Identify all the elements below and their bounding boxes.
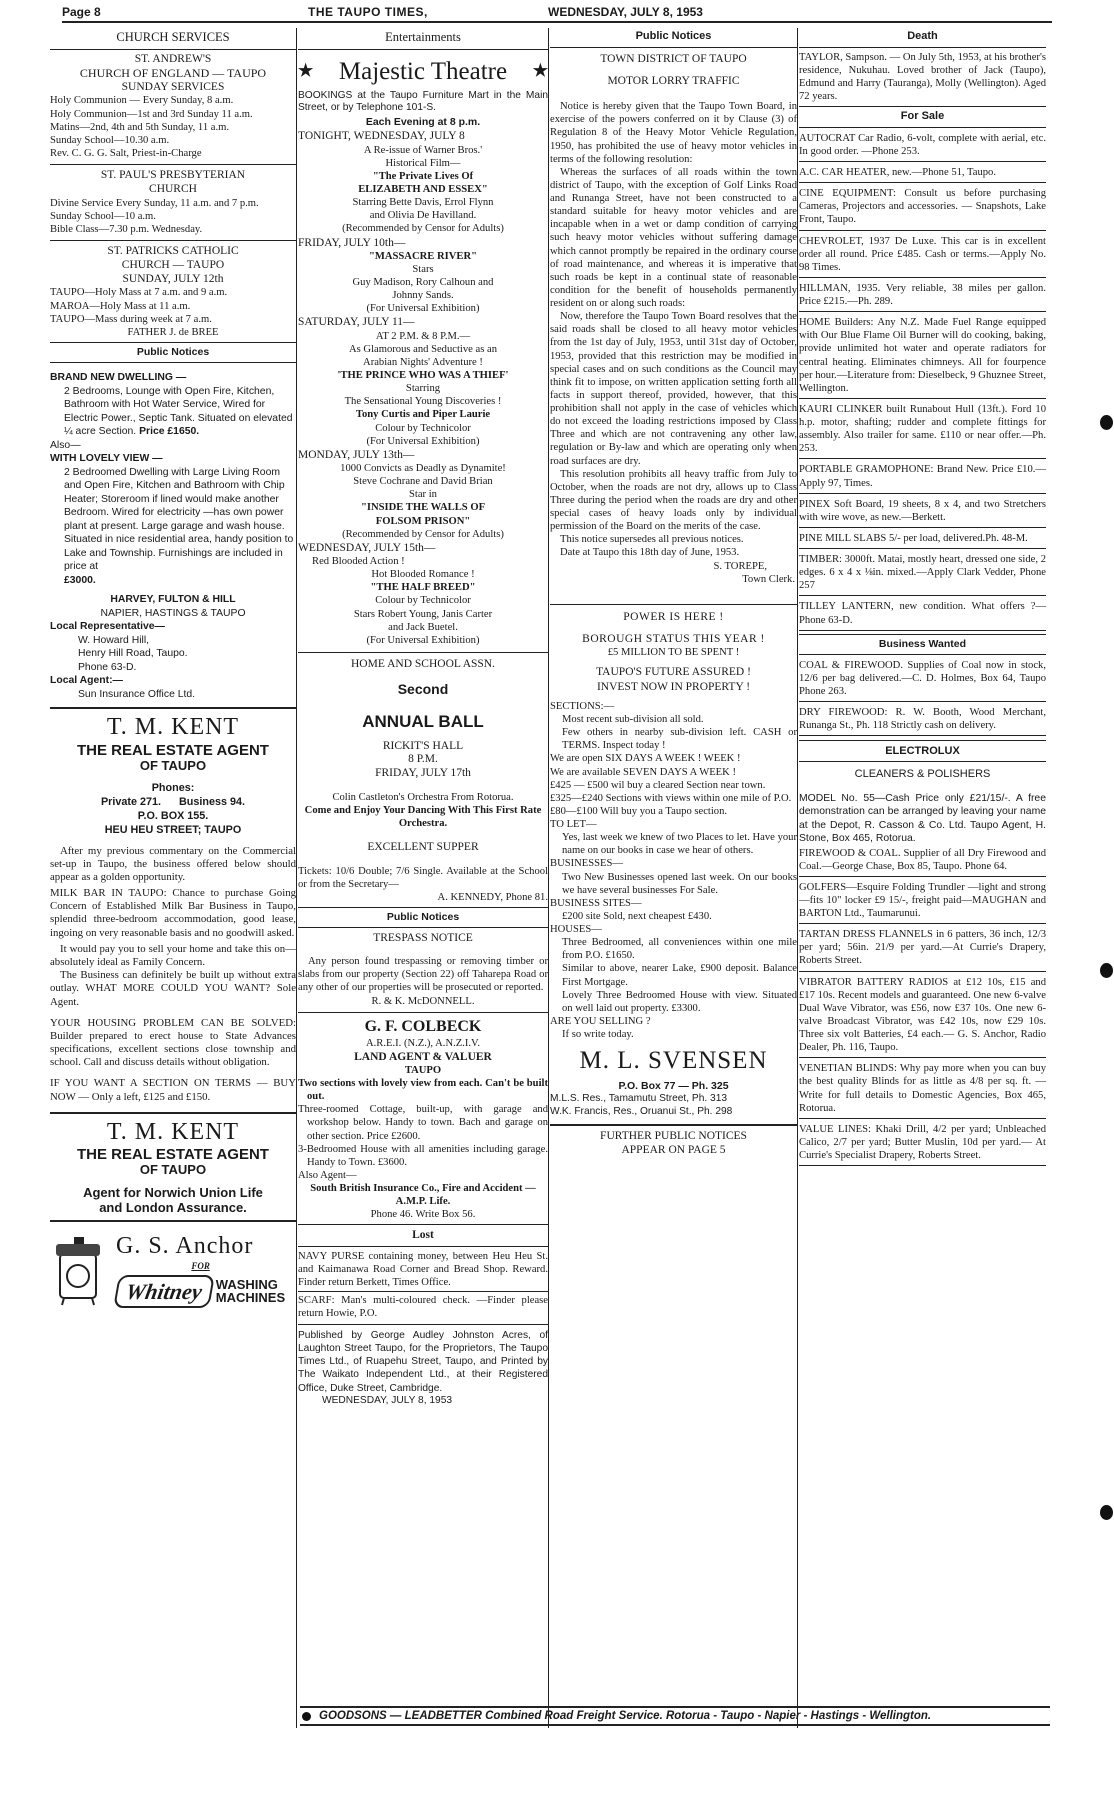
anchor-advert [50,1232,296,1308]
classified-ad: DRY FIREWOOD: R. W. Booth, Wood Merchant, Runanga St., Ph. 118 Strictly cash on delivery. [799,705,1046,736]
classified-ad: CINE EQUIPMENT: Consult us before purchasing Cameras, Projectors and accessories. — Snapshots, Lake Front, Taupo. [799,186,1046,230]
service-times [50,197,296,236]
advertiser-name: T. M. KENT [106,1118,240,1145]
classified-ad: PINE MILL SLABS 5/- per load, delivered.Ph. 48-M. [799,531,1046,549]
program-line: 'THE PRINCE WHO WAS A THIEF' [337,370,509,382]
program-line: A Re-issue of Warner Bros.' [363,144,483,156]
property-ad [50,371,296,701]
listing-line: ARE YOU SELLING ? [550,1015,651,1027]
dealer-name: G. S. Anchor [116,1232,254,1259]
program-line: Star in [409,489,437,501]
program-line: (Recommended by Censor for Adults) [342,223,504,235]
product-offer: MODEL No. 55—Cash Price only £21/15/-. A free demonstration can be arranged by leaving your name at the Depot, R. Casson & Co. Ltd. Taupo Agent, H. Stone, Box 465, Rotorua. [799,792,1046,845]
tagline-line: OF TAUPO [139,757,207,773]
ad-title: BRAND NEW DWELLING — [50,371,187,383]
program-line: Colour by Technicolor [375,595,471,607]
classified-ad: PINEX Soft Board, 19 sheets, 8 x 4, and two Stretchers with wire wove, as new.—Berkett. [799,497,1046,528]
program-line: Johnny Sands. [392,290,454,302]
promo-line: INVEST NOW IN PROPERTY ! [596,680,751,693]
section-heading: Public Notices [50,342,296,363]
priest-name: FATHER J. de BREE [127,326,219,338]
po-box: P.O. BOX 155. [137,809,209,822]
program-line: 1000 Convicts as Deadly as Dynamite! [340,463,506,475]
program-line: (Recommended by Censor for Adults) [342,528,504,540]
advertiser-town: TAUPO [404,1064,442,1076]
program-line: Colour by Technicolor [375,422,471,434]
contact-line: Phone 46. Write Box 56. [370,1209,476,1221]
program-line: Red Blooded Action ! [312,556,405,568]
church-title-line: CHURCH [149,182,197,195]
listing-line: Yes, last week we knew of two Places to let. Have your name on our books in case we hear of others. [562,832,797,857]
event-title: ANNUAL BALL [362,711,484,731]
program-line: ELIZABETH AND ESSEX" [358,184,488,196]
lost-item: SCARF: Man's multi-coloured check. —Finder please return Howie, P.O. [298,1295,548,1320]
tagline-line: OF TAUPO [139,1162,207,1178]
program-line: SATURDAY, JULY 11— [298,316,415,329]
listing-line: Three Bedroomed, all conveniences within one mile from P.O. £1650. [562,937,797,962]
agent-towns: NAPIER, HASTINGS & TAUPO [100,607,246,619]
event-supper: EXCELLENT SUPPER [367,841,479,854]
text-line: TAUPO—Mass during week at 7 a.m. [50,313,212,325]
advertiser-contact: P.O. Box 77 — Ph. 325 [618,1080,729,1093]
freight-banner [300,1706,1050,1726]
listing-text: 3-Bedroomed House with all amenities including garage. Handy to Town. £3600. [298,1143,548,1168]
listing-text [298,1077,548,1103]
program-line: Starring Bette Davis, Errol Flynn [352,197,494,209]
column-church-services [50,28,296,1686]
ad-body [50,466,296,588]
ad-title: WITH LOVELY VIEW — [50,453,163,465]
listing-line: Two New Businesses opened last week. On our books we have several businesses For Sale. [562,871,797,896]
classified-ad: A.C. CAR HEATER, new.—Phone 51, Taupo. [799,165,1046,183]
promo-line: POWER IS HERE ! [623,610,724,623]
section-heading: For Sale [799,106,1046,128]
classified-ad: VIBRATOR BATTERY RADIOS at £12 10s, £15 and £17 10s. Recent models and guaranteed. One new 6-valve Dual Wave Vibrator, was £56, now £37 10s. One new 6-valve Broadcast Vibrator, was £42 10s, now £29 10s. Three six volt Batteries, £4 each.— G. S. Anchor, Radio Dealer, Ph. 116, Taupo. [799,975,1046,1059]
bullet-icon [302,1712,311,1721]
notice-text: Any person found trespassing or removing timber or slabs from our property (Section 22) off Taharepa Road or any other of our properties will be prosecuted or reported. [298,956,548,994]
phone-private: Private 271. [100,795,161,808]
listing-text: MILK BAR IN TAUPO: Chance to purchase Going Concern of Established Milk Bar Business in Taupo, splendid three-bedroom accommodation, good lease, ingoing on very reasonable basis and no goodwill asked. [50,887,296,939]
program-line: FOLSOM PRISON" [375,515,471,527]
text-line: Sunday School—10.30 a.m. [50,134,170,146]
column-divider [548,28,549,1728]
wanted-list [799,658,1046,737]
service-times [50,286,296,325]
event-details [298,740,548,781]
program-line: Historical Film— [385,157,461,169]
listing-line: Most recent sub-division all sold. [562,714,704,725]
program-line: FRIDAY, JULY 10th— [298,236,406,249]
text-line: Holy Communion—1st and 3rd Sunday 11 a.m. [50,108,253,120]
classified-ad: HOME Builders: Any N.Z. Made Fuel Range equipped with Our Blue Flame Oil Burner will do cooking, baking, provide unlimited hot water and operate radiators for central heating. Eliminates chimneys. All for fourpence per hour.—Literature from: Dieselbeck, 9 Ghuznee Street, Wellington. [799,315,1046,399]
program-line: As Glamorous and Seductive as an [349,343,497,355]
rep-line: Phone 63-D. [78,661,137,673]
classified-ad: TARTAN DRESS FLANNELS in 6 patters, 36 inch, 12/3 per yard; 56in. 21/9 per yard.—At Currie's Drapery, Roberts Street. [799,927,1046,971]
advertiser-name: M. L. SVENSEN [579,1047,768,1075]
tagline-line: THE REAL ESTATE AGENT [77,742,269,760]
punch-hole-mark [1100,1505,1113,1520]
property-listings [550,700,797,1041]
agency-line: and London Assurance. [99,1199,247,1215]
rep-line: Henry Hill Road, Taupo. [78,648,188,660]
product-line: WASHING [215,1276,278,1292]
notice-title: TRESPASS NOTICE [373,931,473,944]
star-icon: ★ [298,61,314,81]
classified-ad: VENETIAN BLINDS: Why pay more when you can buy the best quality Blinds for as little as 4/8 per sq. ft. —Write for full details to Domestic Agencies, Box 465, Rotorua. [799,1061,1046,1119]
anchor-text-block [116,1232,285,1308]
program-line: MONDAY, JULY 13th— [298,448,415,461]
program-line: TONIGHT, WEDNESDAY, JULY 8 [298,130,465,143]
rep-label: Local Representative— [50,621,165,633]
program-line: "The Private Lives Of [372,170,474,182]
further-line: APPEAR ON PAGE 5 [621,1143,726,1156]
classified-ad: FIREWOOD & COAL. Supplier of all Dry Firewood and Coal.—George Chase, Box 85, Taupo. Phone 64. [799,846,1046,877]
insurance-line: South British Insurance Co., Fire and Accident — A.M.P. Life. [310,1183,536,1208]
promo-line: £5 MILLION TO BE SPENT ! [607,647,740,659]
listing-line: Lovely Three Bedroomed House with view. Situated on well laid out property. £3300. [562,989,797,1014]
church-title-line: SUNDAY, JULY 12th [122,272,224,285]
column-public-notices [550,28,797,1686]
classified-ad: TIMBER: 3000ft. Matai, mostly heart, dressed one side, 2 edges. 6 x 4 x ⅛in. mixed.—Apply Clark Vedder, Phone 257 [799,552,1046,596]
bookings-info: BOOKINGS at the Taupo Furniture Mart in the Main Street, or by Telephone 101-S. [298,89,548,113]
agent-name: HARVEY, FULTON & HILL [110,594,236,606]
church-title-line: ST. ANDREW'S [134,52,212,65]
listing-line: £325—£240 Sections with views within one mile of P.O. [550,792,792,804]
washing-machine-icon [50,1234,108,1306]
signatory-role: Town Clerk. [742,573,795,585]
contact-block [50,781,296,837]
church-title-line: SUNDAY SERVICES [121,80,225,93]
further-line: FURTHER PUBLIC NOTICES [600,1130,747,1143]
listing-line: Two sections with lovely view from each. Can't be built out. [298,1078,548,1103]
listing-text: After my previous commentary on the Commercial set-up in Taupo, the business offered below should appear as a golden opportunity. [50,844,296,883]
imprint: Published by George Audley Johnston Acres, of Laughton Street Taupo, for the Proprietors, The Taupo Times Ltd., of Ruapehu Street, Taupo, and Printed by The Waikato Independent Ltd., at their Registered Office, Duke Street, Cambridge. [298,1330,548,1394]
listing-text: Three-roomed Cottage, built-up, with garage and workshop below. Handy to town. Bach and garage on other section. Price £2600. [298,1104,548,1142]
text-line: Matins—2nd, 4th and 5th Sunday, 11 a.m. [50,121,230,133]
classified-ad: PORTABLE GRAMOPHONE: Brand New. Price £10.—Apply 97, Times. [799,462,1046,493]
program-line: Starring [405,383,441,395]
ticket-info: Tickets: 10/6 Double; 7/6 Single. Available at the School or from the Secretary— [298,865,548,890]
program-line: "INSIDE THE WALLS OF [360,502,486,514]
newspaper-name: THE TAUPO TIMES, [308,5,428,19]
ad-text: 2 Bedroomed Dwelling with Large Living Room and Open Fire, Kitchen and Bathroom with Chip Heater; Storeroom if lined would make another Bedroom. Wired for electricity —has own power plant at present. Large garage and wash house. Situated in nice residential area, handy position to Lake and Township. Furnishings are included in price at [64,466,294,573]
classified-ad: TILLEY LANTERN, new condition. What offers ?—Phone 63-D. [799,599,1046,630]
death-notice: TAYLOR, Sampson. — On July 5th, 1953, at his brother's residence, Nukuhau. Loved brother of Jack (Taupo), Edmund and Harry (Tauranga), Molly (Wellington). Aged 72 years. [799,51,1046,102]
listing-line: We are available SEVEN DAYS A WEEK ! [550,766,736,778]
imprint-date: WEDNESDAY, JULY 8, 1953 [322,1394,453,1406]
masthead [62,3,1052,23]
church-title-line: ST. PATRICKS CATHOLIC [107,245,239,258]
ad-price: £3000. [64,574,96,586]
section-heading: Lost [298,1224,548,1246]
listing-line: TO LET— [550,819,597,830]
program-line: "MASSACRE RIVER" [368,250,477,262]
insurance-agency [50,1186,296,1216]
issue-date: WEDNESDAY, JULY 8, 1953 [548,5,703,19]
text-line: Holy Communion — Every Sunday, 8 a.m. [50,95,234,107]
church-title-line: CHURCH OF ENGLAND — TAUPO [79,66,267,81]
event-date: FRIDAY, JULY 17th [375,767,471,780]
column-divider [296,28,297,1728]
listing-line: £80—£100 Will buy you a Taupo section. [550,805,728,817]
service-times [50,94,296,160]
classified-ad: CHEVROLET, 1937 De Luxe. This car is in excellent order all round. Price £485. Cash or terms.—Apply No. 98 Times. [799,234,1046,278]
ad-price: Price £1650. [139,426,200,438]
product-type [216,1278,285,1305]
church-title-line: CHURCH — TAUPO [121,258,225,271]
brand-logo: Whitney [113,1275,215,1308]
listing-text: It would pay you to sell your home and take this on—absolutely ideal as Family Concern. [50,942,296,968]
event-time: 8 P.M. [408,753,438,766]
further-notices [550,1130,797,1156]
classified-ad: KAURI CLINKER built Runabout Hull (13ft.). Ford 10 h.p. motor, shafting; rudder and complete fittings for assembly. Also trailer for same. £110 or near offer.—Ph. 253. [799,402,1046,460]
church-name [50,169,296,197]
section-heading: Public Notices [550,28,797,48]
listing-line: SECTIONS:— [550,700,615,712]
program-line: "THE HALF BREED" [370,582,476,594]
advertiser-residence: M.L.S. Res., Tamamutu Street, Ph. 313 [550,1093,728,1105]
punch-hole-mark [1100,415,1113,430]
advertiser-name: G. F. COLBECK [364,1017,482,1035]
listing-line: BUSINESS SITES— [550,897,642,909]
listing-line: BUSINESSES— [550,858,623,870]
listing-also: Also Agent— [298,1169,357,1181]
ad-body [50,385,296,439]
event-orchestra: Colin Castleton's Orchestra From Rotorua. [332,791,514,803]
text-line: Bible Class—7.30 p.m. Wednesday. [50,223,203,235]
column-entertainments [298,28,548,1686]
column-divider [797,28,798,1728]
column-classifieds [799,28,1046,1686]
signatory-name: S. TOREPE, [713,560,767,572]
classified-ad: COAL & FIREWOOD. Supplies of Coal now in stock, 12/6 per bag delivered.—C. D. Holmes, Box 64, Taupo Phone 263. [799,658,1046,702]
program-line: Tony Curtis and Piper Laurie [355,409,491,421]
notice-paragraph: Date at Taupo this 18th day of June, 1953. [560,547,740,559]
advertiser-name: T. M. KENT [106,714,240,741]
notice-paragraph: Notice is hereby given that the Taupo Town Board, in exercise of the powers conferred on it by Clause (3) of Regulation 8 of the Heavy Motor Vehicle Regulation, 1950, has prohibited the use of heavy motor vehicles in terms of the following resolution: [550,101,797,165]
event-venue: RICKIT'S HALL [382,739,464,752]
program-line: AT 2 P.M. & 8 P.M.— [375,330,471,342]
secretary: A. KENNEDY, Phone 81. [437,891,548,903]
advertiser-quals: A.R.E.I. (N.Z.), A.N.Z.I.V. [366,1037,480,1049]
listing-text: YOUR HOUSING PROBLEM CAN BE SOLVED: Builder prepared to erect house to State Advances specifications, excellent sections close township and school. Call and discuss details without obligation. [50,1016,296,1069]
text-line: TAUPO—Holy Mass at 7 a.m. and 9 a.m. [50,287,228,299]
for-sale-list [799,131,1046,631]
banner-text: GOODSONS — LEADBETTER Combined Road Freight Service. Rotorua - Taupo - Napier - Hastings - Wellington. [319,1710,932,1722]
showtime: Each Evening at 8 p.m. [365,116,481,129]
listing-line: Few others in nearby sub-division left. CASH or TERMS. Inspect today ! [562,727,797,752]
church-name [50,53,296,95]
advertiser-tagline [50,1147,296,1176]
notice-paragraph: Whereas the surfaces of all roads within the town district of Taupo, with the exception of Golf Links Road and Runanga Street, have not been constructed to a standard suitable for heavy motor vehicles and are incapable when in a wet or damp condition of carrying such heavy motor vehicles without suffering damage which cannot promptly be repaired in the ordinary course of road maintenance, and whereas it is imperative that such roads be kept in a continual state of reasonable condition for the benefit of households permanently resident on or along such roads: [550,166,797,309]
program-line: and Jack Buetel. [388,621,458,633]
listing-line: We are open SIX DAYS A WEEK ! WEEK ! [550,753,741,765]
for-label: FOR [191,1261,210,1272]
program-line: WEDNESDAY, JULY 15th— [298,541,436,554]
listing-line: Similar to above, nearer Lake, £900 deposit. Balance First Mortgage. [562,963,797,988]
section-heading: Death [799,28,1046,48]
agent-label: Local Agent:— [50,675,123,687]
notice-signature: R. & K. McDONNELL. [371,995,475,1007]
street-address: HEU HEU STREET; TAUPO [104,823,242,836]
punch-hole-mark [1100,963,1113,978]
section-heading: Entertainments [298,28,548,50]
classified-ad: GOLFERS—Esquire Folding Trundler —light and strong—fits 10" locker £9 15/-, freight paid—MAUGHAN and BARTON Ltd., Taumarunui. [799,880,1046,924]
text-line: Sunday School—10 a.m. [50,210,156,222]
notice-paragraph: Now, therefore the Taupo Town Board resolves that the said roads shall be closed to all heavy motor vehicles from the 1st day of July, 1953, until 31st day of October, 1953, provided that this restriction may be modified in special cases and on such conditions as the Council may think fit to impose, on written application setting forth all facts in support thereof, provided, however, that this prohibition shall not apply in the case of vehicles which do not exceed the loading restrictions imposed by Class Three and which are not contravening any other law, regulation or By-law and which are operating only when road surfaces are dry. [550,311,797,467]
classified-ad: AUTOCRAT Car Radio, 6-volt, complete with aerial, etc. In good order. —Phone 253. [799,131,1046,162]
event-ordinal: Second [397,681,449,698]
theatre-name: Majestic Theatre [338,57,508,85]
ad-text: 2 Bedrooms, Lounge with Open Fire, Kitchen, Bathroom with Hot Water Service, Wired for Electric Power., Septic Tank. Situated on elevated ¼ acre Section. [64,385,293,438]
phone-business: Business 94. [179,795,246,808]
listing-line: If so write today. [562,1029,634,1040]
classified-ad: HILLMAN, 1935. Very reliable, 38 miles per gallon. Price £215.—Ph. 289. [799,281,1046,312]
star-icon: ★ [532,61,548,81]
ad-also: Also— [50,439,81,451]
kent-listings [50,845,296,1104]
listing-line: £200 site Sold, next cheapest £430. [562,910,712,922]
promo-line: TAUPO'S FUTURE ASSURED ! [596,666,751,679]
program-line: (For Universal Exhibition) [366,435,480,447]
program-line: Guy Madison, Rory Calhoun and [352,277,494,289]
tagline-line: THE REAL ESTATE AGENT [77,1146,269,1164]
program-line: Stars Robert Young, Janis Carter [353,608,493,620]
program-line: Steve Cochrane and David Brian [353,476,493,488]
notice-subject: MOTOR LORRY TRAFFIC [607,74,740,87]
page-number: Page 8 [62,5,101,19]
event-organiser: HOME AND SCHOOL ASSN. [351,657,495,670]
program-line: Hot Blooded Romance ! [371,569,475,581]
program-line: (For Universal Exhibition) [366,303,480,315]
advertiser-tagline [50,743,296,772]
listing-line: HOUSES— [550,924,602,935]
section-heading: CHURCH SERVICES [50,28,296,50]
promo-line: BOROUGH STATUS THIS YEAR ! [582,633,765,645]
church-title-line: ST. PAUL'S PRESBYTERIAN [100,169,246,182]
classified-list [799,846,1046,1167]
notice-authority: TOWN DISTRICT OF TAUPO [600,52,747,65]
phones [50,795,296,809]
text-line: Divine Service Every Sunday, 11 a.m. and 7 p.m. [50,197,259,209]
section-heading: Public Notices [298,907,548,928]
advertiser-role: LAND AGENT & VALUER [354,1050,492,1063]
notice-paragraph: This notice supersedes all previous notices. [560,534,744,546]
notice-body [550,100,797,559]
listing-text: IF YOU WANT A SECTION ON TERMS — BUY NOW — Only a left, £125 and £150. [50,1077,296,1103]
listing-line: £425 — £500 wil buy a cleared Section near town. [550,779,766,791]
advertiser-residence: W.K. Francis, Res., Oruanui St., Ph. 298 [550,1105,733,1117]
program-line: Stars [412,263,434,275]
notice-paragraph: This resolution prohibits all heavy traffic from July to October, when the roads are not dry, allows up to Class Three during the period when the roads are dry and other special cases of heavy loads only by individual permission of the Board on the merits of the case. [550,468,797,533]
program-line: (For Universal Exhibition) [366,634,480,646]
classified-ad: VALUE LINES: Khaki Drill, 4/2 per yard; Unbleached Calico, 2/7 per yard; Butter Muslin, 10d per yard.— At Currie's Specialist Drapery, Roberts Street. [799,1122,1046,1166]
rep-line: W. Howard Hill, [78,634,150,646]
text-line: Rev. C. G. G. Salt, Priest-in-Charge [50,147,202,159]
program-line: and Olivia De Havilland. [369,210,477,222]
brand-name: ELECTROLUX [885,745,960,758]
film-program [298,129,548,647]
church-name [50,245,296,286]
listing-text: The Business can definitely be built up without extra outlay. WHAT MORE COULD YOU WANT? Sole Agent. [50,969,296,1008]
theatre-header [298,53,548,90]
agency-line: Agent for Norwich Union Life [83,1184,263,1200]
lost-item: NAVY PURSE containing money, between Heu Heu St. and Kaimanawa Road Corner and Bread Shop. Reward. Finder return Berkett, Times Office. [298,1250,548,1288]
product-line: CLEANERS & POLISHERS [854,767,991,780]
agent-office: Sun Insurance Office Ltd. [78,688,196,700]
phones-label: Phones: [151,781,195,794]
section-heading: Business Wanted [799,634,1046,655]
brand-row [116,1275,285,1308]
product-line: MACHINES [215,1290,286,1306]
event-invitation: Come and Enjoy Your Dancing With This First Rate Orchestra. [304,805,542,830]
text-line: MAROA—Holy Mass at 11 a.m. [50,300,191,312]
program-line: The Sensational Young Discoveries ! [344,396,502,408]
program-line: Arabian Nights' Adventure ! [363,356,483,368]
